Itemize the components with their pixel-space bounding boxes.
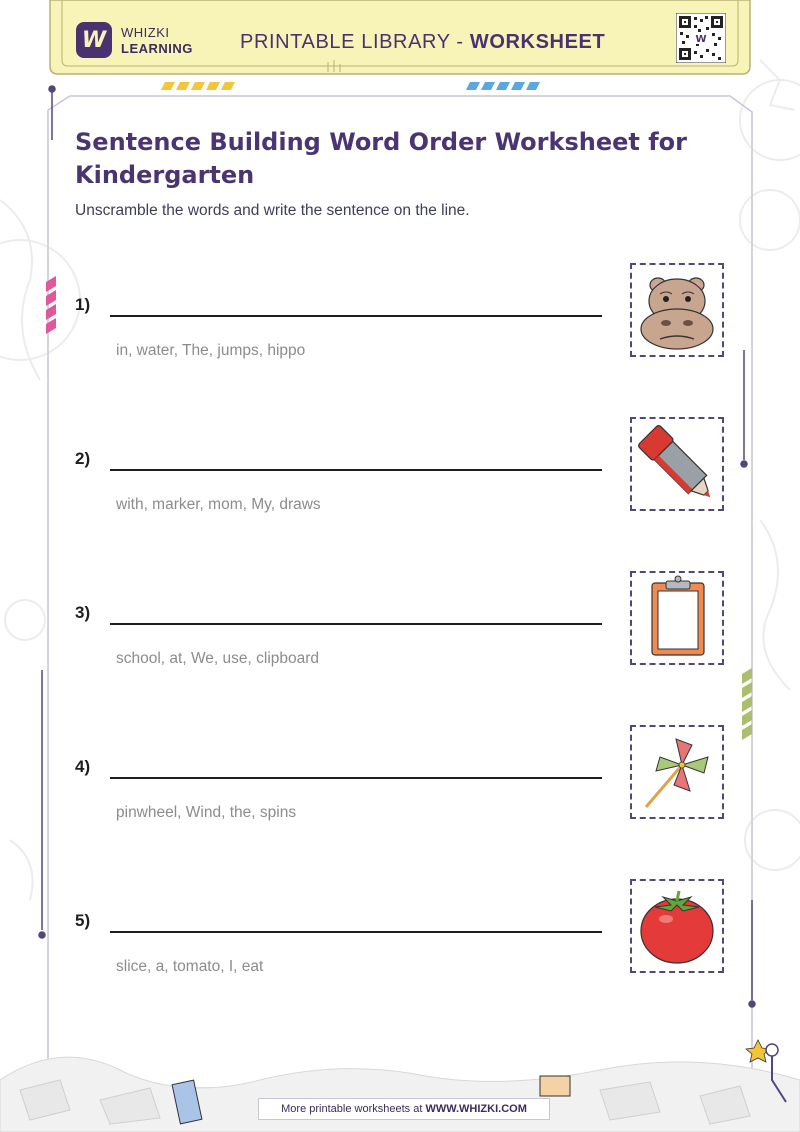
question-2 <box>0 449 800 569</box>
footer-banner <box>258 1098 550 1120</box>
header-title-bold: WORKSHEET <box>469 31 606 53</box>
header-title <box>240 31 605 54</box>
answer-line[interactable] <box>110 777 602 779</box>
question-number: 1) <box>75 295 91 314</box>
answer-line[interactable] <box>110 315 602 317</box>
scrambled-words: in, water, The, jumps, hippo <box>116 342 306 359</box>
question-number: 2) <box>75 449 91 468</box>
marker-icon <box>632 419 722 509</box>
question-1 <box>0 295 800 415</box>
worksheet-title: Sentence Building Word Order Worksheet for Kindergarten <box>75 128 687 189</box>
qr-code-icon <box>676 13 726 63</box>
scrambled-words: school, at, We, use, clipboard <box>116 650 320 667</box>
scrambled-words: with, marker, mom, My, draws <box>116 496 321 513</box>
question-number: 4) <box>75 757 91 776</box>
worksheet-instructions: Unscramble the words and write the sentence on the line. <box>75 202 470 219</box>
hippo-icon <box>632 265 722 355</box>
question-5 <box>0 911 800 1031</box>
picture-box <box>630 263 724 357</box>
picture-box <box>630 417 724 511</box>
picture-box <box>630 725 724 819</box>
scrambled-words: pinwheel, Wind, the, spins <box>116 804 297 821</box>
answer-line[interactable] <box>110 469 602 471</box>
logo-line-2: LEARNING <box>121 41 193 56</box>
tomato-icon <box>632 881 722 971</box>
answer-line[interactable] <box>110 623 602 625</box>
question-3 <box>0 603 800 723</box>
pinwheel-icon <box>632 727 722 817</box>
clipboard-icon <box>632 573 722 663</box>
answer-line[interactable] <box>110 931 602 933</box>
whizki-logo: W <box>76 22 112 58</box>
logo-wordmark <box>121 25 193 57</box>
footer-link[interactable]: WWW.WHIZKI.COM <box>425 1103 527 1115</box>
svg-text:W: W <box>695 34 707 45</box>
footer-text: More printable worksheets at <box>281 1103 426 1115</box>
question-4 <box>0 757 800 877</box>
question-number: 3) <box>75 603 91 622</box>
picture-box <box>630 879 724 973</box>
picture-box <box>630 571 724 665</box>
question-number: 5) <box>75 911 91 930</box>
logo-line-1: WHIZKI <box>121 25 170 40</box>
header-title-prefix: PRINTABLE LIBRARY - <box>240 31 470 53</box>
scrambled-words: slice, a, tomato, I, eat <box>116 958 264 975</box>
